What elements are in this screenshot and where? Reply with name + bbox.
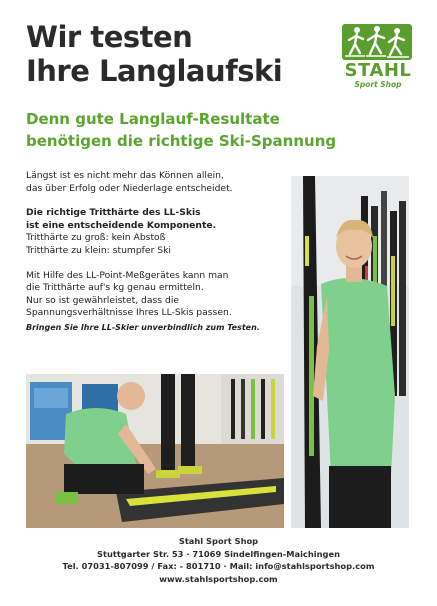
para3-line2: die Tritthärte auf's kg genau ermitteln. <box>26 282 204 294</box>
footer-address: Stuttgarter Str. 53 · 71069 Sindelfingen-Maichingen <box>97 548 340 559</box>
para1-line2: das über Erfolg oder Niederlage entscheidet. <box>26 182 233 194</box>
subheadline-line-1: Denn gute Langlauf-Resultate <box>26 110 280 128</box>
bold-line2: ist eine entscheidende Komponente. <box>26 219 217 231</box>
footer-contact: Tel. 07031-807099 / Fax: - 801710 · Mail: info@stahlsportshop.com <box>62 561 375 571</box>
logo-brand: STAHL <box>344 60 412 81</box>
headline-line-1: Wir testen <box>26 20 193 54</box>
man-holding-skis-photo <box>291 176 409 528</box>
hard-line: Tritthärte zu groß: kein Abstoß <box>26 232 166 244</box>
headline-line-2: Ihre Langlaufski <box>26 54 283 88</box>
soft-line: Tritthärte zu klein: stumpfer Ski <box>26 244 171 256</box>
para1-line1: Längst ist es nicht mehr das Können allein, <box>26 170 224 181</box>
para3-line3: Nur so ist gewährleistet, dass die <box>26 294 180 306</box>
footer-website: www.stahlsportshop.com <box>159 573 278 584</box>
headline <box>26 20 326 88</box>
subheadline <box>26 108 426 152</box>
call-to-action: Bringen Sie Ihre LL-Skier unverbindlich zum Testen. <box>26 322 260 332</box>
subheadline-line-2: benötigen die richtige Ski-Spannung <box>26 132 337 150</box>
footer <box>0 535 437 585</box>
footer-company: Stahl Sport Shop <box>178 536 259 546</box>
bold-line1: Die richtige Tritthärte des LL-Skis <box>26 207 201 219</box>
para3-line1: Mit Hilfe des LL-Point-Meßgerätes kann man <box>26 269 229 281</box>
para3-line4: Spannungsverhältnisse Ihres LL-Skis passen. <box>26 307 232 319</box>
ski-measurement-photo <box>26 374 284 528</box>
body-text <box>26 170 286 335</box>
logo-tagline: Sport Shop <box>354 80 402 89</box>
